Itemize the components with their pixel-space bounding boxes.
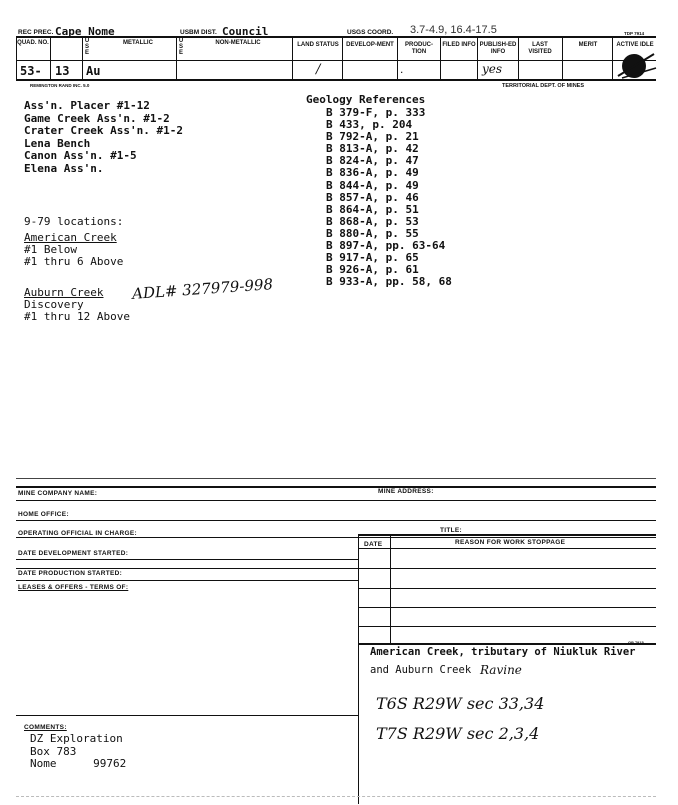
form-rule-7 (16, 580, 358, 581)
form-rule-11 (358, 643, 656, 645)
vline-6 (397, 36, 398, 80)
col-metallic: METALLIC (123, 40, 153, 46)
comment-line-city (30, 758, 126, 771)
form-vline-left (358, 534, 359, 804)
col-quad-no: QUAD. NO. (17, 40, 49, 46)
geology-ref: B 926-A, p. 61 (326, 263, 419, 277)
form-rule-5 (16, 559, 358, 560)
geology-ref: B 792-A, p. 21 (326, 130, 419, 144)
geology-ref: B 433, p. 204 (326, 118, 413, 132)
form-number-2: GP 7915 (628, 640, 644, 645)
comment-city: Nome (30, 757, 57, 770)
form-rule-12 (16, 715, 358, 716)
comments-label: COMMENTS: (24, 724, 67, 731)
reason-col-label: REASON FOR WORK STOPPAGE (455, 539, 566, 546)
geology-ref: B 844-A, p. 49 (326, 178, 419, 192)
col-production: PRODUC-TION (405, 42, 433, 55)
geology-ref: B 864-A, p. 51 (326, 202, 419, 216)
claim-item: Lena Bench (24, 136, 91, 150)
form-rule-top (16, 478, 656, 479)
header-rule-1 (16, 36, 656, 38)
claim-item: Canon Ass'n. #1-5 (24, 149, 137, 163)
row-published: yes (482, 62, 503, 76)
american-creek-title: American Creek (24, 231, 117, 244)
header-rule-3 (16, 79, 656, 81)
comments-block (30, 733, 126, 771)
geology-ref: B 897-A, pp. 63-64 (326, 239, 446, 253)
usgs-coord-value: 3.7-4.9, 16.4-17.5 (410, 24, 497, 36)
rec-prec-value: Cape Nome (55, 25, 115, 38)
dev-started-label: DATE DEVELOPMENT STARTED: (18, 550, 129, 557)
location-note-ravine: Ravine (480, 663, 522, 677)
col-filed-info: FILED INFO (442, 42, 476, 48)
row-serial: 13 (55, 64, 70, 78)
col-merit: MERIT (578, 42, 598, 48)
vline-8 (477, 36, 478, 80)
header-rule-2 (16, 60, 656, 61)
operating-official-label: OPERATING OFFICIAL IN CHARGE: (18, 530, 137, 537)
form-vline-date (390, 534, 391, 644)
form-rule-4 (358, 548, 656, 549)
col-active-idle: ACTIVE IDLE (616, 42, 654, 48)
leases-label: LEASES & OFFERS - TERMS OF: (18, 584, 129, 591)
form-rule-3 (16, 537, 656, 538)
location-line: Discovery (24, 298, 84, 311)
col-non-metallic: NON-METALLIC (215, 40, 261, 46)
active-idle-mark-icon (614, 48, 658, 82)
title-label: TITLE: (440, 527, 463, 534)
location-note-t6s: T6S R29W sec 33,34 (376, 694, 545, 713)
location-line: #1 thru 12 Above (24, 310, 130, 323)
auburn-creek-title: Auburn Creek (24, 286, 104, 299)
comment-line: Box 783 (30, 744, 77, 758)
usgs-coord-label: USGS COORD. (347, 29, 394, 36)
claim-item: Elena Ass'n. (24, 161, 104, 175)
usbm-dist-value: Council (222, 25, 269, 38)
vline-1 (50, 36, 51, 80)
auburn-block (24, 287, 130, 323)
form-rule-8 (358, 588, 656, 589)
home-office-label: HOME OFFICE: (18, 511, 69, 518)
comment-zip: 99762 (93, 757, 127, 770)
vline-10 (562, 36, 563, 80)
territorial-mark: TERRITORIAL DEPT. OF MINES (502, 83, 584, 89)
geology-ref: B 836-A, p. 49 (326, 166, 419, 180)
geology-ref: B 880-A, p. 55 (326, 226, 419, 240)
location-line: #1 Below (24, 243, 77, 256)
mine-company-name-label: MINE COMPANY NAME: (18, 490, 98, 497)
location-note-typed: American Creek, tributary of Niukluk River (370, 646, 636, 658)
locations-block (24, 216, 123, 268)
form-rule-3b (358, 534, 656, 536)
geology-ref: B 933-A, pp. 58, 68 (326, 275, 452, 289)
handwritten-adl: ADL# 327979-998 (131, 275, 274, 303)
geology-ref: B 824-A, p. 47 (326, 154, 419, 168)
form-rule-9 (358, 607, 656, 608)
col-published-info: PUBLISH-ED INFO (479, 42, 517, 55)
form-rule-6 (16, 568, 656, 569)
scan-noise-line (16, 796, 656, 797)
row-quad: 53- (20, 64, 42, 78)
col-use-2: U S E (178, 38, 184, 56)
claim-item: Crater Creek Ass'n. #1-2 (24, 124, 183, 138)
usbm-dist-label: USBM DIST. (180, 29, 217, 36)
mine-address-label: MINE ADDRESS: (378, 488, 434, 495)
row-development: . (400, 62, 404, 76)
col-last-visited: LAST VISITED (528, 42, 552, 55)
vline-11 (612, 36, 613, 80)
form-rule-0 (16, 486, 656, 488)
form-number: TDP 7914 (624, 31, 645, 36)
claim-item: Ass'n. Placer #1-12 (24, 99, 150, 112)
row-land-status: / (316, 62, 321, 77)
col-development: DEVELOP-MENT (346, 42, 394, 48)
form-rule-2 (16, 520, 656, 521)
vline-7 (440, 36, 441, 80)
rec-prec-label: REC PREC. (18, 29, 54, 36)
vline-5 (342, 36, 343, 80)
claims-list (24, 100, 183, 176)
date-col-label: DATE (364, 541, 383, 548)
col-land-status: LAND STATUS (297, 42, 339, 48)
form-rule-10 (358, 626, 656, 627)
col-use-1: U S E (84, 38, 90, 56)
geology-ref: B 868-A, p. 53 (326, 214, 419, 228)
locations-heading: 9-79 locations: (24, 215, 124, 228)
prod-started-label: DATE PRODUCTION STARTED: (18, 570, 123, 577)
geology-ref: B 813-A, p. 42 (326, 142, 419, 156)
comment-line: DZ Exploration (30, 732, 123, 745)
claim-item: Game Creek Ass'n. #1-2 (24, 111, 170, 125)
vline-9 (518, 36, 519, 80)
location-note-typed-2: and Auburn Creek (370, 664, 472, 676)
printer-mark: REMINGTON RAND INC. 5.0 (30, 83, 90, 88)
form-rule-1 (16, 500, 656, 501)
location-note-t7s: T7S R29W sec 2,3,4 (376, 724, 540, 743)
row-metallic: Au (86, 64, 101, 78)
geology-title: Geology References (306, 93, 426, 106)
vline-4 (292, 36, 293, 80)
geology-ref: B 917-A, p. 65 (326, 251, 419, 265)
geology-refs-list (326, 107, 452, 288)
location-line: #1 thru 6 Above (24, 255, 124, 268)
geology-ref: B 379-F, p. 333 (326, 106, 426, 119)
geology-ref: B 857-A, p. 46 (326, 190, 419, 204)
